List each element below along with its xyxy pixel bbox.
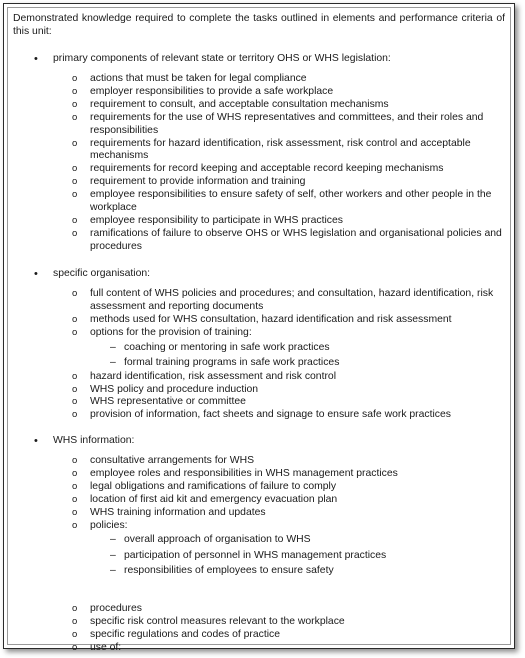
list-item [8,314,506,327]
list-item [8,409,506,422]
list-item-text: coaching or mentoring in safe work practices [124,341,330,353]
list-item-text: procedures [90,602,142,614]
list-item-text: overall approach of organisation to WHS [124,534,311,546]
list-item [8,189,506,215]
list-item [8,384,506,397]
list-item [8,176,506,189]
list-item-text: consultative arrangements for WHS [90,455,255,466]
list-item-text: actions that must be taken for legal compliance [90,73,307,84]
list-item [8,327,506,371]
circle-bullet-icon: o [72,602,78,614]
list-item-text: use of: [90,641,122,653]
list-item-text: WHS policy and procedure induction [90,383,259,395]
section-label: specific organisation: [53,268,151,279]
list-item-text: employer responsibilities to provide a safe workplace [90,85,334,97]
whs-information-sublist [8,455,510,655]
list-item-text: ramifications of failure to observe OHS or WHS legislation and organisational policies and procedures [90,227,502,252]
document-frame [3,3,515,653]
circle-bullet-icon: o [72,383,78,395]
circle-bullet-icon: o [72,370,78,382]
list-item-text: specific risk control measures relevant to the workplace [90,615,345,627]
section-label: WHS information: [53,435,135,446]
list-item-text: provision of information, fact sheets and signage to ensure safe work practices [90,409,451,421]
list-item [8,548,506,564]
circle-bullet-icon: o [72,288,78,299]
section-label: primary components of relevant state or territory OHS or WHS legislation: [53,53,391,64]
intro-paragraph: Demonstrated knowledge required to complete the tasks outlined in elements and performance criteria of this unit: [13,13,505,37]
list-item [8,396,506,409]
list-item [8,494,506,507]
list-item-text: requirements for record keeping and acceptable record keeping mechanisms [90,163,444,175]
list-item [8,371,506,384]
circle-bullet-icon: o [72,641,78,653]
list-item [8,86,506,99]
list-item-text: legal obligations and ramifications of failure to comply [90,480,337,492]
list-item-text: policies: [90,519,128,531]
list-item-text: requirements for hazard identification, risk assessment, risk control and acceptable mechanisms [90,137,471,162]
circle-bullet-icon: o [72,111,78,123]
circle-bullet-icon: o [72,98,78,110]
list-item [8,288,506,314]
circle-bullet-icon: o [72,313,78,325]
list-item [8,228,506,254]
training-options-list [90,340,506,371]
circle-bullet-icon: o [72,455,78,466]
circle-bullet-icon: o [72,163,78,175]
list-item-text: employee responsibility to participate in WHS practices [90,214,343,226]
list-item-text: responsibilities of employees to ensure safety [124,565,334,577]
circle-bullet-icon: o [72,326,78,338]
circle-bullet-icon: o [72,85,78,97]
list-item [8,616,506,629]
list-item [8,520,506,603]
dash-bullet-icon: – [110,565,116,577]
list-item-text: hazard identification, risk assessment and risk control [90,370,337,382]
circle-bullet-icon: o [72,189,78,201]
list-item-text: full content of WHS policies and procedures; and consultation, hazard identification, risk assessment and reporting documents [90,288,494,312]
circle-bullet-icon: o [72,493,78,505]
list-item-text: WHS representative or committee [90,396,246,408]
organisation-sublist [8,288,510,422]
list-item [8,455,506,468]
list-item [8,468,506,481]
dash-bullet-icon: – [110,549,116,561]
document-panel [7,7,511,653]
dash-bullet-icon: – [110,534,116,546]
list-item [8,629,506,642]
circle-bullet-icon: o [72,506,78,518]
list-item-text: WHS training information and updates [90,506,266,518]
circle-bullet-icon: o [72,409,78,421]
list-item-text: requirements for the use of WHS representatives and committees, and their roles and responsibilities [90,111,484,136]
list-item [8,507,506,520]
circle-bullet-icon: o [72,227,78,239]
bullet-marker: • [34,268,38,280]
list-item [8,112,506,138]
list-item-text: employee responsibilities to ensure safety of self, other workers and other people in the workplace [90,189,492,214]
list-item [8,215,506,228]
list-item [8,532,506,548]
list-item-text: requirement to provide information and training [90,176,306,188]
circle-bullet-icon: o [72,73,78,84]
list-item [8,163,506,176]
list-item [8,99,506,112]
circle-bullet-icon: o [72,519,78,531]
legislation-sublist [8,73,510,254]
spacer [90,579,506,603]
list-item [8,138,506,164]
list-item-text: specific regulations and codes of practice [90,628,281,640]
list-item-text: formal training programs in safe work practices [124,357,340,369]
list-item [8,603,506,616]
bullet-marker: • [34,435,38,447]
dash-bullet-icon: – [110,357,116,369]
dash-bullet-icon: – [110,341,116,353]
list-item-text: participation of personnel in WHS management practices [124,549,387,561]
list-item-text: location of first aid kit and emergency evacuation plan [90,493,338,505]
circle-bullet-icon: o [72,628,78,640]
circle-bullet-icon: o [72,615,78,627]
list-item [8,340,506,356]
circle-bullet-icon: o [72,176,78,188]
circle-bullet-icon: o [72,214,78,226]
circle-bullet-icon: o [72,467,78,479]
list-item-text: options for the provision of training: [90,326,252,338]
list-item-text: methods used for WHS consultation, hazard identification and risk assessment [90,313,452,325]
list-item [8,355,506,371]
list-item [8,642,506,655]
list-item-text: employee roles and responsibilities in WHS management practices [90,467,398,479]
policies-list [90,532,506,579]
list-item [8,481,506,494]
list-item [8,563,506,579]
circle-bullet-icon: o [72,396,78,408]
circle-bullet-icon: o [72,137,78,149]
list-item-text: requirement to consult, and acceptable consultation mechanisms [90,98,389,110]
bullet-marker: • [34,53,38,65]
list-item [8,73,506,86]
circle-bullet-icon: o [72,480,78,492]
